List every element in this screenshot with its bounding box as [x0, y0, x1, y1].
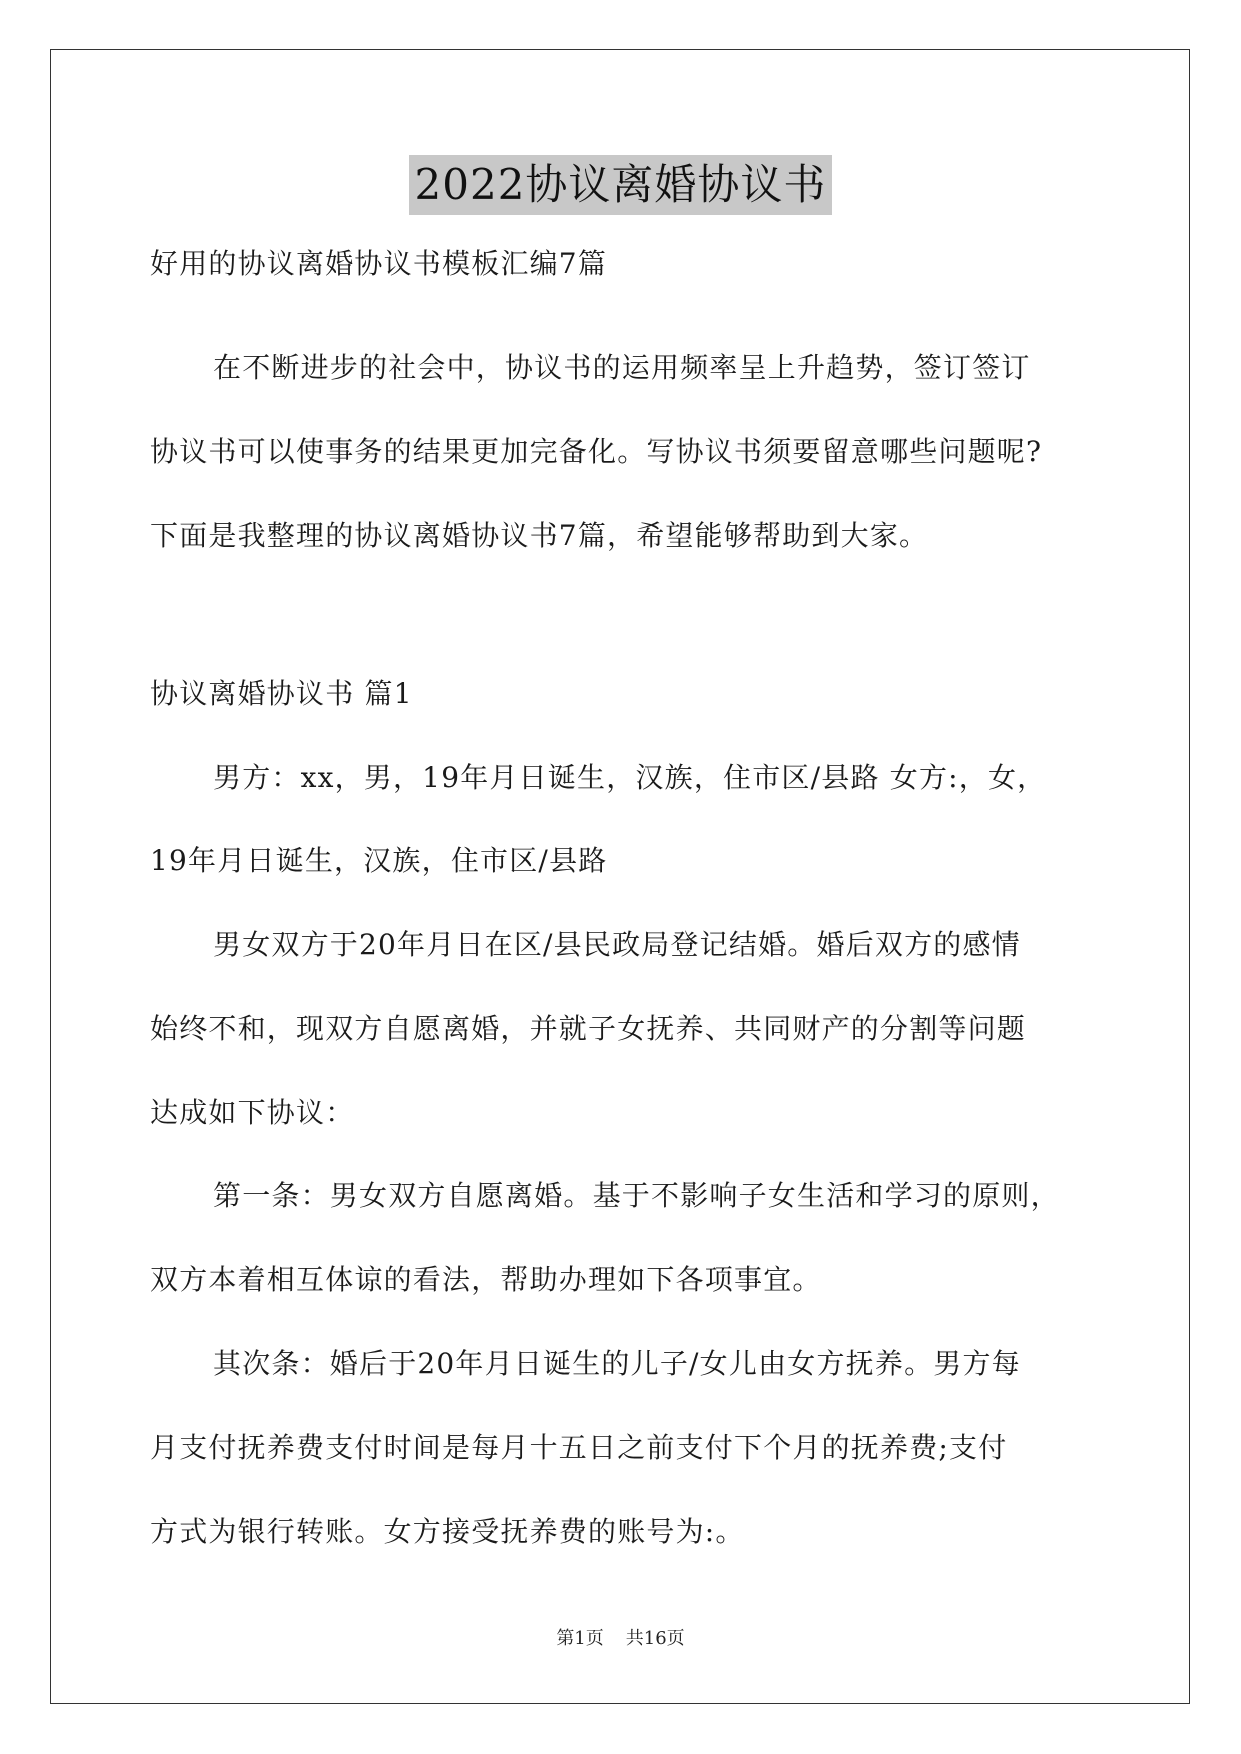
paragraph-line: 第一条：男女双方自愿离婚。基于不影响子女生活和学习的原则，: [213, 1179, 1060, 1212]
paragraph-line: 19年月日诞生，汉族，住市区/县路: [150, 844, 608, 877]
paragraph-line: 月支付抚养费支付时间是每月十五日之前支付下个月的抚养费;支付: [150, 1431, 1008, 1464]
page-footer: [0, 1627, 1241, 1651]
intro-line-2: 协议书可以使事务的结果更加完备化。写协议书须要留意哪些问题呢?: [150, 435, 1043, 468]
paragraph-line: 其次条：婚后于20年月日诞生的儿子/女儿由女方抚养。男方每: [213, 1347, 1021, 1380]
intro-line-1: 在不断进步的社会中，协议书的运用频率呈上升趋势，签订签订: [213, 351, 1031, 384]
paragraph-line: 方式为银行转账。女方接受抚养费的账号为:。: [150, 1515, 745, 1548]
paragraph-line: 男方：xx，男，19年月日诞生，汉族，住市区/县路 女方:，女，: [213, 761, 1047, 794]
title-container: [0, 155, 1241, 215]
paragraph-line: 始终不和，现双方自愿离婚，并就子女抚养、共同财产的分割等问题: [150, 1012, 1027, 1045]
intro-line-3: 下面是我整理的协议离婚协议书7篇，希望能够帮助到大家。: [150, 519, 929, 552]
document-subtitle: 好用的协议离婚协议书模板汇编7篇: [150, 247, 608, 280]
paragraph-line: 双方本着相互体谅的看法，帮助办理如下各项事宜。: [150, 1263, 822, 1296]
paragraph-line: 达成如下协议：: [150, 1096, 355, 1129]
page-number: 第1页: [556, 1628, 604, 1649]
paragraph-line: 男女双方于20年月日在区/县民政局登记结婚。婚后双方的感情: [213, 928, 1021, 961]
page-total: 共16页: [625, 1628, 685, 1649]
section-heading: 协议离婚协议书 篇1: [150, 677, 413, 710]
document-title: 2022协议离婚协议书: [409, 155, 833, 215]
